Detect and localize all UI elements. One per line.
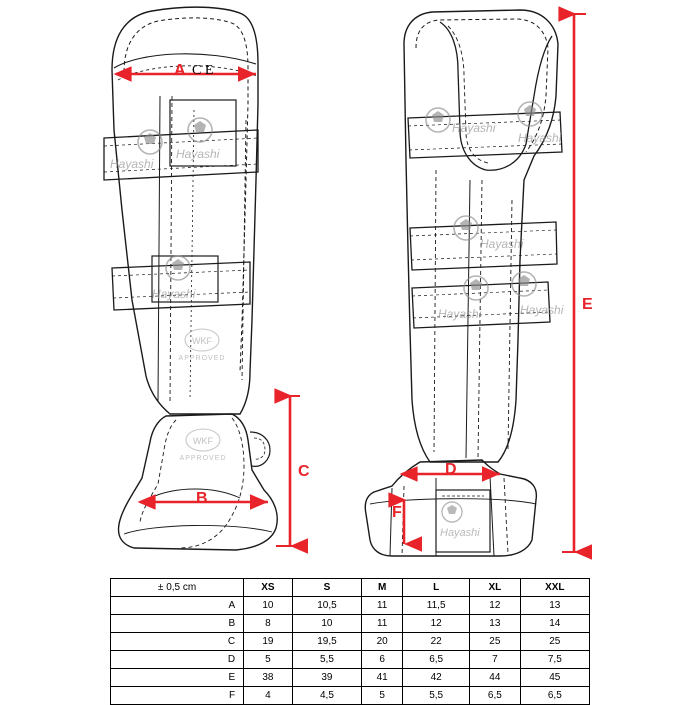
cell-c-xl: 25 [470, 633, 521, 651]
svg-text:Hayashi: Hayashi [440, 527, 480, 539]
table-row [111, 651, 590, 669]
left-brand-marks [110, 118, 226, 462]
cell-b-xxl: 14 [520, 615, 589, 633]
row-label-c: C [111, 633, 244, 651]
dimension-label-e: E [582, 296, 593, 313]
cell-f-xl: 6,5 [470, 687, 521, 705]
cell-e-xl: 44 [470, 669, 521, 687]
table-row [111, 669, 590, 687]
cell-f-m: 5 [362, 687, 403, 705]
svg-text:WKF: WKF [193, 436, 213, 446]
table-col-xxl: XXL [520, 579, 589, 597]
cell-d-xs: 5 [244, 651, 293, 669]
cell-b-l: 12 [403, 615, 470, 633]
svg-text:Hayashi: Hayashi [480, 237, 524, 251]
table-col-xs: XS [244, 579, 293, 597]
cell-d-l: 6,5 [403, 651, 470, 669]
ce-mark-label: C E [192, 63, 214, 78]
cell-c-xxl: 25 [520, 633, 589, 651]
row-label-b: B [111, 615, 244, 633]
cell-d-xxl: 7,5 [520, 651, 589, 669]
table-col-m: M [362, 579, 403, 597]
cell-a-l: 11,5 [403, 597, 470, 615]
table-corner-label: ± 0,5 cm [111, 579, 244, 597]
row-label-d: D [111, 651, 244, 669]
cell-e-xs: 38 [244, 669, 293, 687]
cell-e-l: 42 [403, 669, 470, 687]
dimension-label-a: A [174, 62, 186, 79]
table-row [111, 687, 590, 705]
cell-a-xxl: 13 [520, 597, 589, 615]
cell-a-xl: 12 [470, 597, 521, 615]
table-row [111, 633, 590, 651]
table-row [111, 597, 590, 615]
dimension-label-c: C [298, 463, 310, 480]
cell-e-xxl: 45 [520, 669, 589, 687]
cell-b-xs: 8 [244, 615, 293, 633]
cell-f-s: 4,5 [292, 687, 361, 705]
svg-text:APPROVED: APPROVED [179, 455, 227, 462]
cell-d-m: 6 [362, 651, 403, 669]
table-header-row [111, 579, 590, 597]
cell-c-l: 22 [403, 633, 470, 651]
svg-text:Hayashi: Hayashi [152, 287, 196, 301]
svg-text:Hayashi: Hayashi [176, 147, 220, 161]
table-col-xl: XL [470, 579, 521, 597]
cell-f-xxl: 6,5 [520, 687, 589, 705]
cell-b-s: 10 [292, 615, 361, 633]
cell-a-m: 11 [362, 597, 403, 615]
cell-d-s: 5,5 [292, 651, 361, 669]
dimension-label-b: B [196, 490, 208, 507]
svg-text:WKF: WKF [192, 336, 212, 346]
row-label-f: F [111, 687, 244, 705]
cell-e-s: 39 [292, 669, 361, 687]
dimension-label-f: F [392, 504, 402, 521]
svg-text:Hayashi: Hayashi [438, 307, 482, 321]
cell-f-xs: 4 [244, 687, 293, 705]
cell-a-xs: 10 [244, 597, 293, 615]
svg-text:Hayashi: Hayashi [452, 121, 496, 135]
cell-f-l: 5,5 [403, 687, 470, 705]
cell-b-xl: 13 [470, 615, 521, 633]
cell-d-xl: 7 [470, 651, 521, 669]
svg-text:Hayashi: Hayashi [110, 157, 154, 171]
row-label-e: E [111, 669, 244, 687]
cell-b-m: 11 [362, 615, 403, 633]
dimension-label-d: D [445, 461, 457, 478]
table-col-l: L [403, 579, 470, 597]
cell-a-s: 10,5 [292, 597, 361, 615]
row-label-a: A [111, 597, 244, 615]
cell-c-xs: 19 [244, 633, 293, 651]
cell-e-m: 41 [362, 669, 403, 687]
table-col-s: S [292, 579, 361, 597]
size-chart-table [110, 578, 590, 705]
svg-text:Hayashi: Hayashi [520, 303, 564, 317]
cell-c-s: 19,5 [292, 633, 361, 651]
table-row [111, 615, 590, 633]
svg-text:APPROVED: APPROVED [178, 355, 226, 362]
left-shinguard-outline [104, 7, 277, 550]
cell-c-m: 20 [362, 633, 403, 651]
svg-text:Hayashi: Hayashi [518, 131, 562, 145]
